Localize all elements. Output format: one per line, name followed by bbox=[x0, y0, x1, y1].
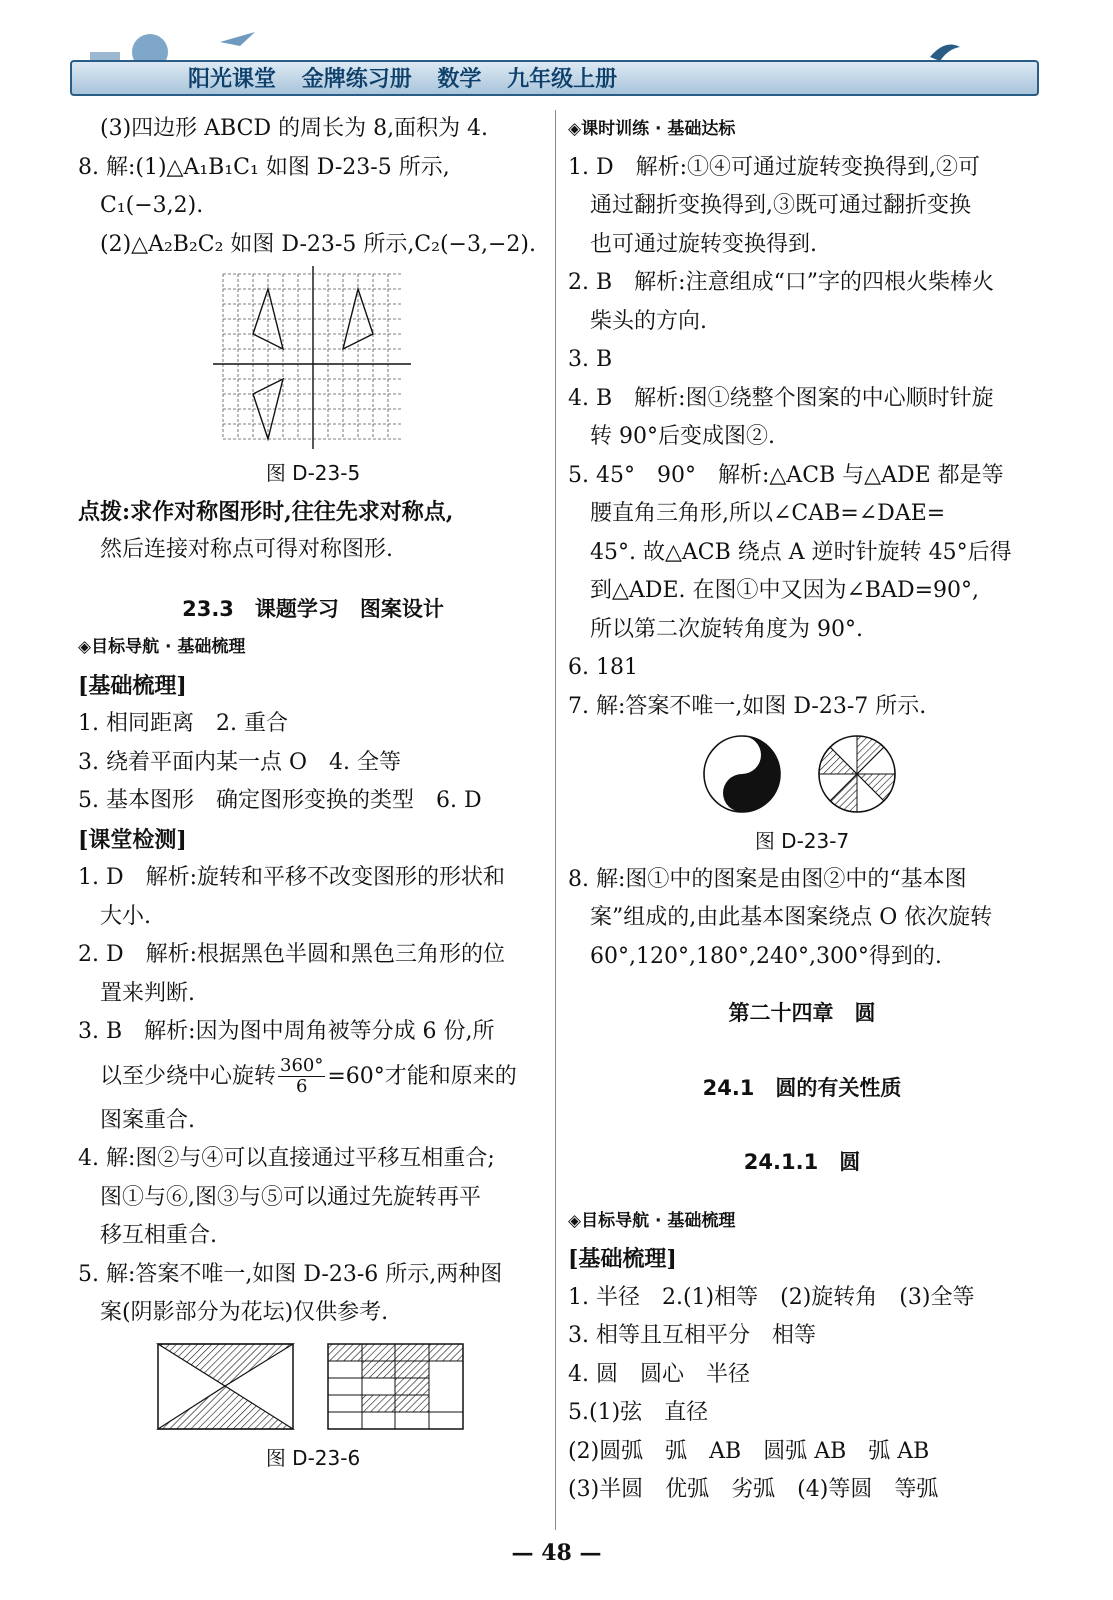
chapter-title: 第二十四章 圆 bbox=[728, 1001, 876, 1025]
column-divider bbox=[555, 110, 556, 1530]
answer-line: 移互相重合. bbox=[100, 1223, 217, 1248]
circle-patterns-figure bbox=[697, 730, 907, 818]
garden-pattern-figure bbox=[153, 1339, 473, 1434]
fraction bbox=[278, 1056, 325, 1097]
coordinate-grid-figure bbox=[213, 264, 413, 449]
figure-caption: 图 D-23-5 bbox=[265, 461, 361, 485]
page-header bbox=[70, 22, 1035, 102]
answer-line: 3. B bbox=[568, 347, 613, 372]
answer-line: 大小. bbox=[100, 903, 151, 929]
subject-name: 数学 bbox=[437, 67, 482, 92]
answer-line: 1. 相同距离 2. 重合 bbox=[78, 711, 288, 736]
answer-line: 6. 181 bbox=[568, 655, 638, 680]
answer-line: 腰直角三角形,所以∠CAB=∠DAE= bbox=[590, 501, 946, 526]
answer-line: 45°. 故△ACB 绕点 A 逆时针旋转 45°后得 bbox=[590, 539, 1012, 565]
section-title: 24.1.1 圆 bbox=[743, 1150, 861, 1174]
answer-line: 柴头的方向. bbox=[590, 308, 707, 334]
answer-line: 1. 半径 2.(1)相等 (2)旋转角 (3)全等 bbox=[568, 1284, 975, 1310]
subsection-label: [基础梳理] bbox=[78, 672, 187, 699]
answer-line: 5. 解:答案不唯一,如图 D-23-6 所示,两种图 bbox=[78, 1261, 503, 1287]
answer-line: 通过翻折变换得到,③既可通过翻折变换 bbox=[590, 193, 971, 218]
answer-line: 5. 基本图形 确定图形变换的类型 6. D bbox=[78, 788, 482, 813]
answer-line: 3. 相等且互相平分 相等 bbox=[568, 1323, 816, 1348]
subsection-tag: ◈目标导航 · 基础梳理 bbox=[78, 637, 246, 657]
answer-line: (3)半圆 优弧 劣弧 (4)等圆 等弧 bbox=[568, 1477, 939, 1502]
subsection-label: [课堂检测] bbox=[78, 826, 187, 853]
figure-d-23-7 bbox=[568, 726, 1036, 822]
header-title bbox=[188, 62, 635, 93]
subsection-tag: ◈目标导航 · 基础梳理 bbox=[568, 1210, 736, 1231]
answer-line: 2. D 解析:根据黑色半圆和黑色三角形的位 bbox=[78, 942, 506, 967]
fraction-denominator: 6 bbox=[295, 1076, 308, 1097]
answer-line: (2)圆弧 弧 AB 圆弧 AB 弧 AB bbox=[568, 1438, 930, 1464]
answer-line: 4. 圆 圆心 半径 bbox=[568, 1361, 750, 1387]
page-number: — 48 — bbox=[511, 1540, 602, 1566]
answer-line: 4. 解:图②与④可以直接通过平移互相重合; bbox=[78, 1146, 495, 1171]
text-fragment: =60°才能和原来的 bbox=[327, 1063, 517, 1089]
answer-line: 置来判断. bbox=[100, 980, 195, 1006]
answer-line: 4. B 解析:图①绕整个图案的中心顺时针旋 bbox=[568, 385, 994, 411]
figure-d-23-6 bbox=[78, 1333, 548, 1439]
tip-line: 然后连接对称点可得对称图形. bbox=[100, 537, 393, 562]
answer-line: 图案重合. bbox=[100, 1107, 195, 1133]
subsection-label: [基础梳理] bbox=[568, 1246, 677, 1272]
answer-line: 也可通过旋转变换得到. bbox=[590, 231, 817, 257]
answer-line: 案(阴影部分为花坛)仅供参考. bbox=[100, 1300, 389, 1325]
right-column bbox=[568, 110, 1036, 1510]
answer-line: 1. D 解析:旋转和平移不改变图形的形状和 bbox=[78, 865, 506, 890]
tip-line: 点拨:求作对称图形时,往往先求对称点, bbox=[78, 498, 454, 525]
text-fragment: 以至少绕中心旋转 bbox=[100, 1063, 277, 1089]
answer-line: 转 90°后变成图②. bbox=[590, 424, 775, 449]
figure-d-23-5 bbox=[78, 264, 548, 454]
answer-line: (3)四边形 ABCD 的周长为 8,面积为 4. bbox=[100, 116, 489, 141]
answer-line: 8. 解:图①中的图案是由图②中的“基本图 bbox=[568, 866, 967, 892]
answer-line: C₁(−3,2). bbox=[100, 193, 204, 218]
fraction-numerator: 360° bbox=[280, 1055, 324, 1076]
book-name: 金牌练习册 bbox=[301, 67, 412, 92]
series-name: 阳光课堂 bbox=[188, 67, 277, 92]
subsection-tag: ◈课时训练 · 基础达标 bbox=[568, 119, 736, 139]
section-title: 23.3 课题学习 图案设计 bbox=[182, 596, 444, 621]
left-column bbox=[78, 110, 548, 1477]
answer-line: 所以第二次旋转角度为 90°. bbox=[590, 616, 863, 642]
answer-line: 5. 45° 90° 解析:△ACB 与△ADE 都是等 bbox=[568, 462, 1004, 488]
answer-line: 案”组成的,由此基本图案绕点 O 依次旋转 bbox=[590, 905, 993, 930]
answer-line: 5.(1)弦 直径 bbox=[568, 1400, 709, 1425]
answer-line: 图①与⑥,图③与⑤可以通过先旋转再平 bbox=[100, 1184, 481, 1210]
answer-line: 7. 解:答案不唯一,如图 D-23-7 所示. bbox=[568, 693, 927, 719]
figure-caption: 图 D-23-7 bbox=[754, 829, 850, 853]
answer-line: 3. B 解析:因为图中周角被等分成 6 份,所 bbox=[78, 1019, 495, 1044]
answer-line: 1. D 解析:①④可通过旋转变换得到,②可 bbox=[568, 154, 981, 180]
answer-line: (2)△A₂B₂C₂ 如图 D-23-5 所示,C₂(−3,−2). bbox=[100, 231, 536, 257]
answer-line: 60°,120°,180°,240°,300°得到的. bbox=[590, 943, 942, 969]
section-title: 24.1 圆的有关性质 bbox=[702, 1075, 902, 1100]
answer-line: 2. B 解析:注意组成“口”字的四根火柴棒火 bbox=[568, 270, 995, 295]
answer-line: 到△ADE. 在图①中又因为∠BAD=90°, bbox=[590, 578, 980, 603]
figure-caption: 图 D-23-6 bbox=[265, 1445, 361, 1470]
answer-line bbox=[78, 1052, 548, 1102]
answer-line: 3. 绕着平面内某一点 O 4. 全等 bbox=[78, 749, 401, 775]
grade-name: 九年级上册 bbox=[507, 67, 618, 92]
answer-line: 8. 解:(1)△A₁B₁C₁ 如图 D-23-5 所示, bbox=[78, 154, 450, 180]
